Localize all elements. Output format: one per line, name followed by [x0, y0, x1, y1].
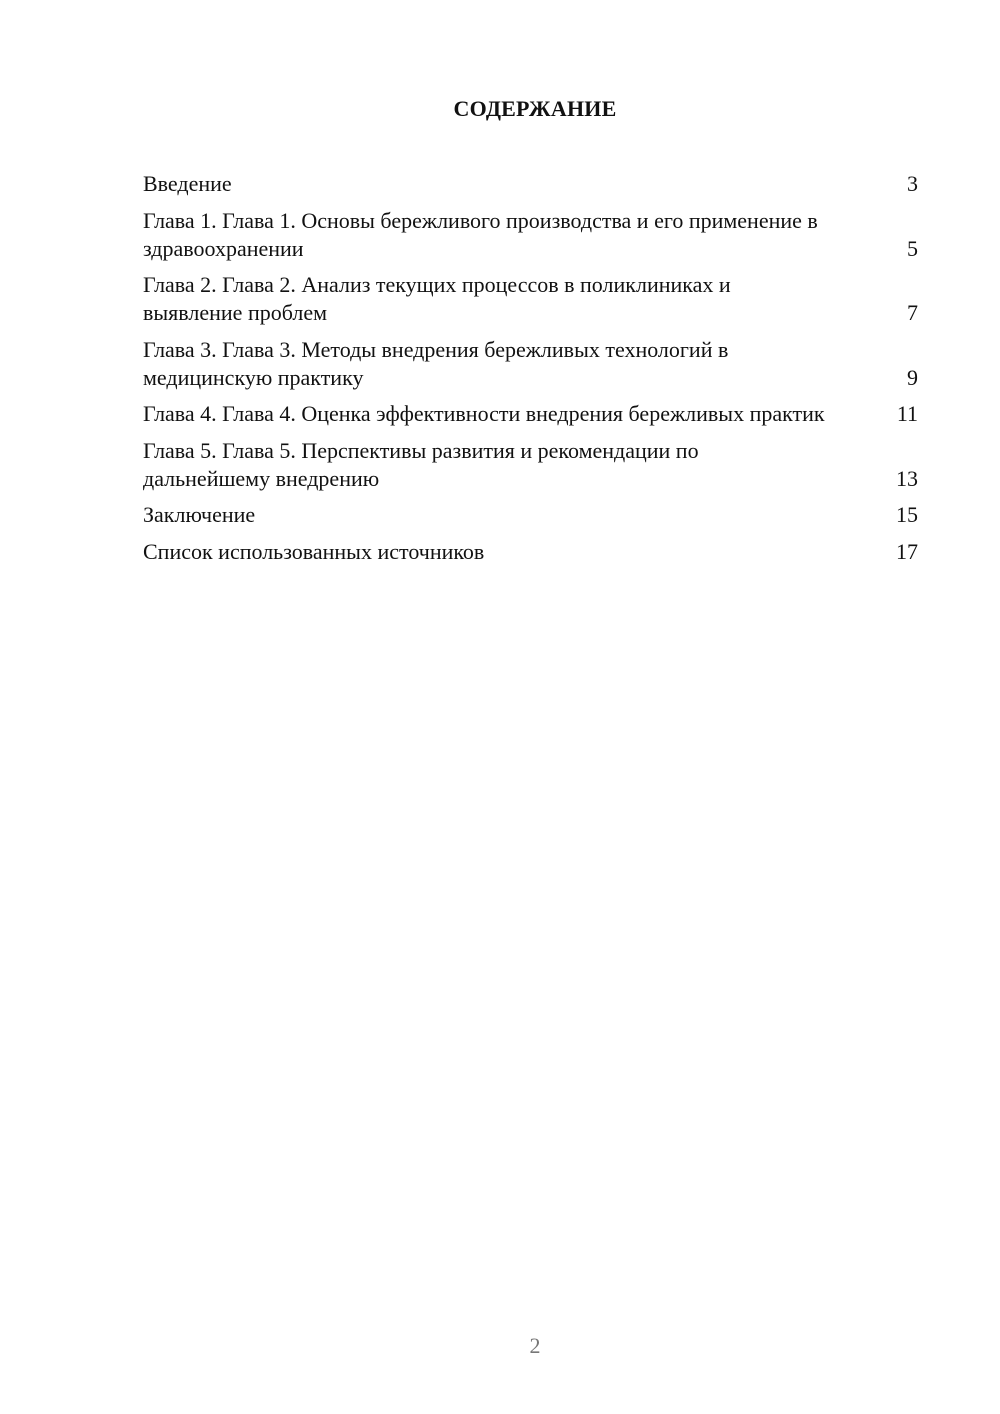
toc-entry-label: Глава 3. Глава 3. Методы внедрения бережливых технологий в медицинскую практику	[143, 336, 729, 390]
toc-entry-page: 17	[896, 538, 918, 564]
toc-entry-page: 11	[896, 401, 918, 426]
page-number: 2	[529, 1333, 541, 1358]
toc-entry-page: 15	[896, 502, 918, 527]
page-title: СОДЕРЖАНИЕ	[453, 96, 617, 121]
toc-entry-chapter-3[interactable]	[143, 336, 918, 392]
toc-entry-chapter-4[interactable]	[143, 400, 918, 428]
toc-entry-introduction[interactable]	[143, 170, 918, 198]
toc-entry-conclusion[interactable]	[143, 501, 918, 529]
toc-entry-page: 9	[907, 364, 918, 390]
toc-entry-page: 7	[907, 300, 918, 325]
toc-entry-label: Введение	[143, 171, 232, 196]
toc-entry-chapter-2[interactable]	[143, 271, 918, 327]
toc-entry-chapter-1[interactable]	[143, 207, 918, 263]
toc-entry-label: Глава 1. Глава 1. Основы бережливого производства и его применение в здравоохранении	[143, 207, 818, 261]
toc-entry-page: 13	[896, 465, 918, 491]
toc-entry-page: 3	[907, 171, 918, 196]
toc-entry-references[interactable]	[143, 538, 918, 566]
toc-entry-label: Заключение	[143, 502, 256, 527]
table-of-contents	[143, 170, 918, 574]
toc-entry-page: 5	[907, 235, 918, 261]
toc-entry-label: Глава 2. Глава 2. Анализ текущих процессов в поликлиниках и выявление проблем	[143, 272, 731, 325]
toc-entry-label: Список использованных источников	[143, 538, 485, 564]
toc-entry-label: Глава 5. Глава 5. Перспективы развития и рекомендации по дальнейшему внедрению	[143, 437, 699, 491]
toc-entry-chapter-5[interactable]	[143, 437, 918, 493]
toc-entry-label: Глава 4. Глава 4. Оценка эффективности внедрения бережливых практик	[143, 401, 825, 426]
